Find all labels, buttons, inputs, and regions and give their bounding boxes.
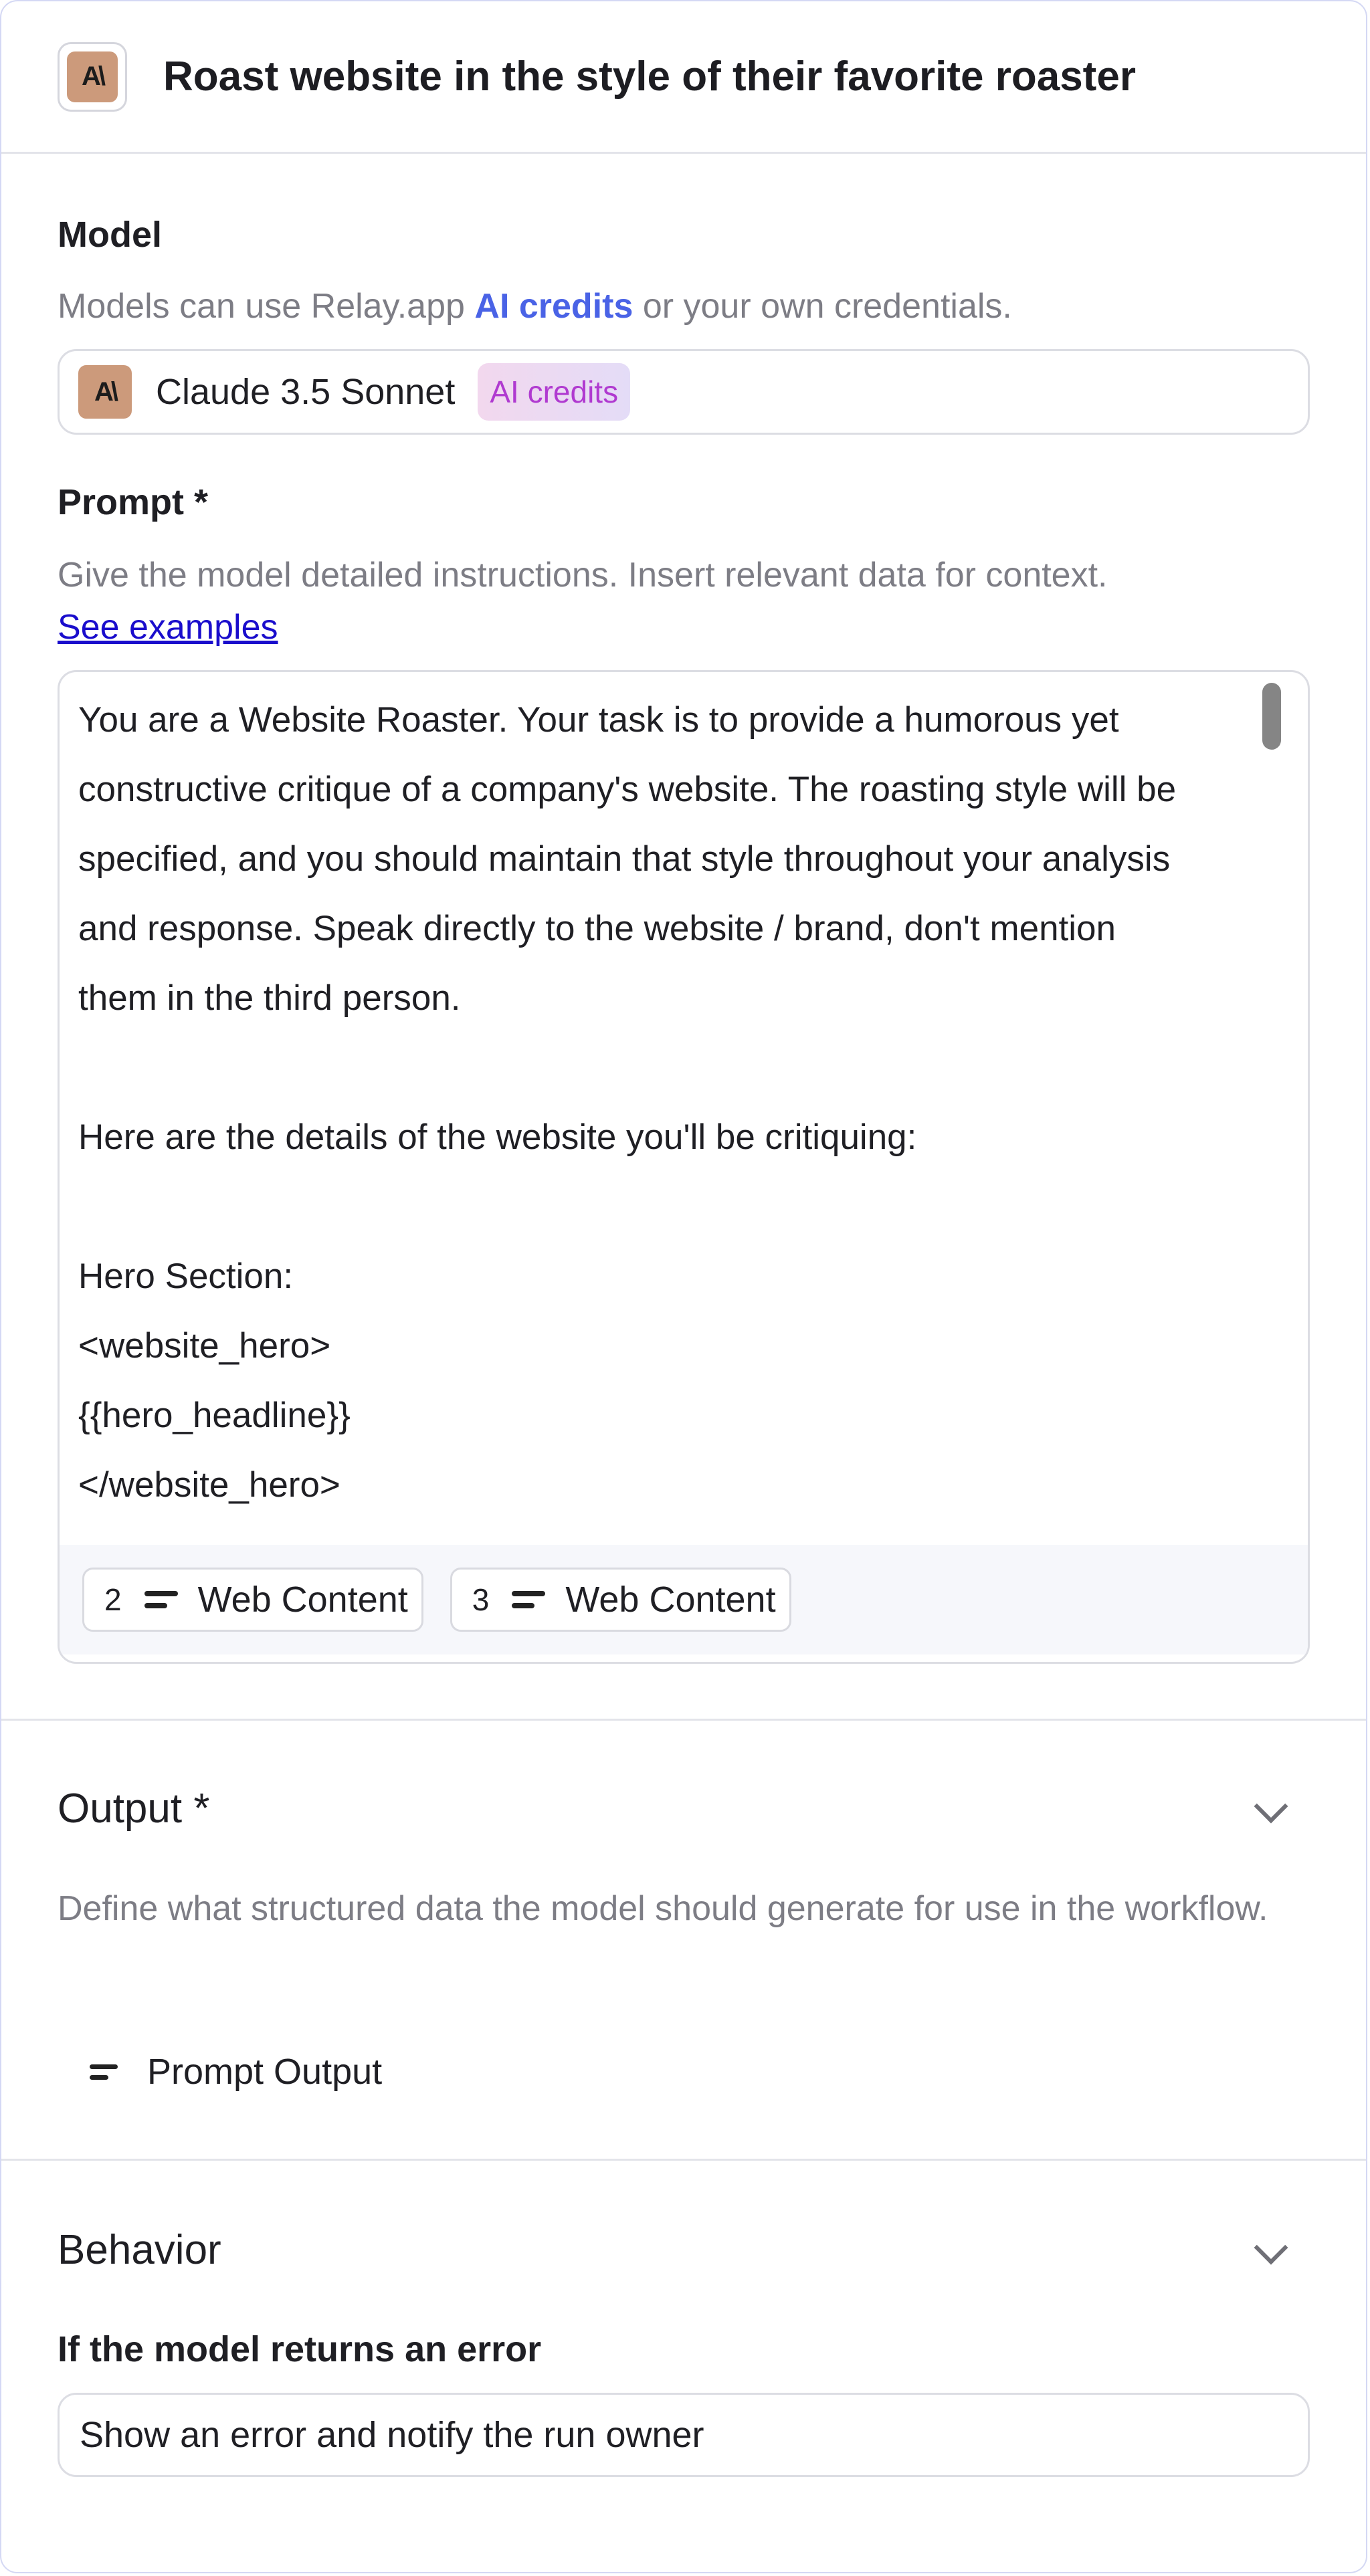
- see-examples-row: [58, 601, 1310, 663]
- behavior-title: Behavior: [58, 2226, 221, 2273]
- output-description: Define what structured data the model should generate for use in the workflow.: [58, 1889, 1268, 1928]
- prompt-textarea[interactable]: [60, 672, 1308, 1545]
- prompt-section: [58, 481, 1310, 523]
- output-title: Output *: [58, 1785, 210, 1832]
- chip-label: Web Content: [197, 1580, 408, 1620]
- output-header[interactable]: [58, 1780, 1310, 1836]
- model-select[interactable]: [58, 349, 1310, 435]
- error-behavior-label: If the model returns an error: [58, 2329, 542, 2369]
- output-field-item[interactable]: [90, 2044, 1310, 2100]
- prompt-editor[interactable]: [58, 670, 1310, 1664]
- see-examples-link[interactable]: See examples: [58, 608, 278, 647]
- model-name: Claude 3.5 Sonnet: [156, 372, 456, 412]
- model-label: Model: [58, 215, 162, 255]
- ai-credits-badge: AI credits: [478, 363, 630, 421]
- error-behavior-value: Show an error and notify the run owner: [80, 2415, 704, 2455]
- model-desc-tail: or your own credentials.: [633, 287, 1012, 326]
- chip-step-number: 3: [472, 1582, 490, 1617]
- variable-chip[interactable]: [450, 1568, 791, 1632]
- ai-credits-link[interactable]: AI credits: [474, 287, 633, 326]
- prompt-description: Give the model detailed instructions. Insert relevant data for context.: [58, 556, 1108, 595]
- prompt-variables-bar: [60, 1545, 1308, 1654]
- page-title: Roast website in the style of their favorite roaster: [163, 53, 1136, 100]
- error-behavior-select[interactable]: [58, 2393, 1310, 2477]
- text-lines-icon: [144, 1591, 178, 1608]
- scrollbar-thumb[interactable]: [1262, 683, 1281, 750]
- model-description: [58, 280, 1310, 333]
- behavior-header[interactable]: [58, 2222, 1310, 2278]
- model-provider-badge: [58, 42, 127, 112]
- chip-label: Web Content: [565, 1580, 776, 1620]
- anthropic-logo-icon: A\: [67, 51, 118, 102]
- output-field-name: Prompt Output: [147, 2052, 383, 2092]
- anthropic-logo-icon: A\: [78, 365, 132, 419]
- panel-header: [1, 1, 1366, 154]
- text-lines-icon: [512, 1591, 545, 1608]
- section-divider: [1, 2159, 1366, 2161]
- section-divider: [1, 1719, 1366, 1721]
- model-section: [58, 214, 1310, 255]
- model-desc-text: Models can use Relay.app: [58, 287, 475, 326]
- prompt-text: You are a Website Roaster. Your task is to provide a humorous yet constructive critique of a company's website. The roasting style will be specified, and you should maintain that style throughout your analysis and response. Speak directly to the website / brand, don't mention them in the third person. Here are the details of the website you'll be critiquing: Hero Section: <website_hero> {{hero_headline}} </website_hero>: [78, 700, 1177, 1505]
- text-lines-icon: [90, 2064, 118, 2079]
- prompt-label: Prompt *: [58, 482, 209, 522]
- variable-chip[interactable]: [82, 1568, 423, 1632]
- chip-step-number: 2: [104, 1582, 122, 1617]
